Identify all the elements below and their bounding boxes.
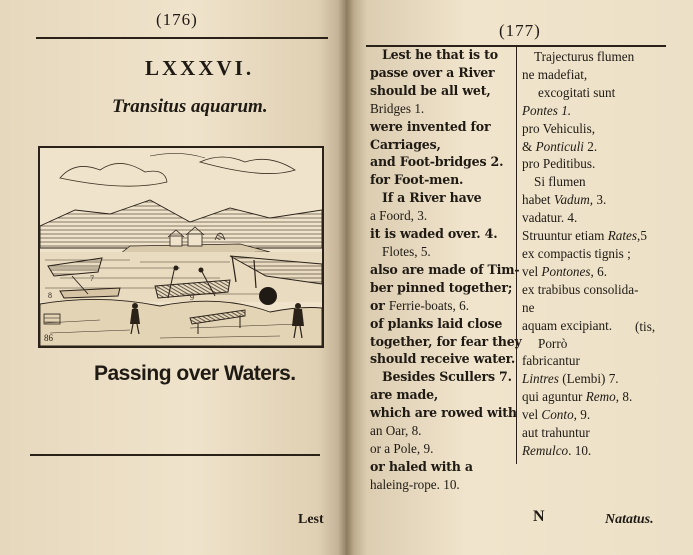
latin-text: , 6. [590,263,607,279]
book-gutter [338,0,354,555]
header-rule [36,37,328,39]
latin-text: Rates [607,228,638,244]
left-catchword: Lest [298,512,324,527]
english-text: for Foot-men. [370,172,464,188]
latin-text: ne madefiat, [522,66,588,82]
english-text: Flotes, 5. [382,243,431,259]
latin-line [522,335,682,353]
english-text: of planks laid close [370,315,503,331]
latin-text: aquam excipiant. [522,317,613,333]
latin-line [522,245,682,263]
latin-line [522,227,682,245]
latin-text: Ponticuli [535,138,584,154]
english-text: or a Pole, 9. [370,440,434,456]
plate-number: 86 [44,333,53,343]
english-line [370,82,512,100]
english-line [370,458,512,476]
latin-text: , 8. [615,389,633,405]
english-line [370,440,512,458]
english-line [370,368,512,386]
english-line [370,386,512,404]
english-line [370,350,516,368]
latin-text: , 3. [589,192,607,208]
english-text: Carriages, [370,136,441,152]
english-text: should be all wet, [370,82,491,98]
right-page-number: (177) [499,21,541,40]
english-line [370,207,512,225]
latin-line [522,352,682,370]
english-text: passe over a River [370,64,495,80]
latin-line [522,263,682,281]
latin-text: . 10. [568,442,592,458]
english-line [370,46,512,64]
latin-overflow-syllable: (tis, [635,319,656,334]
latin-line [522,388,682,406]
latin-text: aut trahuntur [522,425,590,441]
latin-line [522,66,682,84]
latin-line [522,191,682,209]
english-text: or haled with a [370,458,473,474]
english-text: ber pinned together; [370,279,513,295]
latin-text: ex trabibus consolida- [522,281,639,297]
latin-text: (Lembi) 7. [558,371,619,387]
right-page [346,0,693,555]
english-text: Ferrie-boats, 6. [388,297,470,313]
english-line [370,171,512,189]
english-line [370,422,512,440]
english-line [370,404,517,422]
latin-text: ex compactis tignis ; [522,245,631,261]
latin-line [522,317,682,335]
signature-mark: N [533,508,545,525]
column-divider [516,46,517,464]
latin-text: vel [522,263,542,279]
latin-line [522,406,682,424]
english-line [370,100,512,118]
latin-line [522,138,682,156]
english-text: Bridges 1. [370,100,425,116]
latin-line [522,120,682,138]
english-line [370,243,512,261]
english-text: are made, [370,387,439,403]
english-text: together, for fear they [370,333,522,349]
latin-text: Conto [541,407,574,423]
english-line [370,297,512,315]
latin-line [522,281,682,299]
svg-text:7: 7 [90,274,94,283]
latin-text: Trajecturus flumen [534,49,635,64]
latin-text: vel [522,407,542,423]
english-text: Besides Scullers 7. [382,369,512,385]
latin-line [522,102,682,120]
latin-text: Lintres [522,371,559,387]
latin-text: excogitati sunt [538,84,616,100]
latin-text: qui aguntur [522,389,586,405]
english-line [370,261,520,279]
english-line [370,476,512,494]
english-title: Passing over Waters. [94,362,296,385]
latin-text: fabricantur [522,353,580,369]
latin-text: ,5 [637,228,647,244]
right-catchword: Natatus. [605,512,654,527]
latin-text: vadatur. 4. [522,210,578,226]
english-line [370,225,512,243]
latin-line [522,299,682,317]
latin-text: , 9. [573,407,591,423]
left-page [0,0,346,555]
footer-rule [30,454,320,456]
english-text: haleing-rope. 10. [370,476,460,492]
latin-text: Pontones [541,263,591,279]
english-line [370,64,512,82]
english-text: also are made of Tim- [370,261,520,277]
engraving-illustration [38,146,324,348]
english-text: Lest he that is to [382,47,498,62]
latin-text: Porrò [538,335,568,351]
latin-line [522,84,682,102]
english-line [370,279,512,297]
english-text: and Foot-bridges 2. [370,154,504,170]
english-text: which are rowed with [370,405,517,421]
latin-line [522,48,682,66]
latin-text-column [522,48,682,460]
latin-text: Remulco [522,442,569,458]
latin-text: Struuntur etiam [522,228,608,244]
latin-text: ne [522,299,535,315]
latin-line [522,155,682,173]
lesson-number: LXXXVI. [145,56,255,80]
latin-text: Remo [585,389,616,405]
latin-text: habet [522,192,554,208]
svg-text:9: 9 [190,293,194,302]
latin-line [522,424,682,442]
english-line [370,118,512,136]
latin-text: pro Peditibus. [522,156,596,172]
english-line [370,136,512,154]
english-line [370,315,512,333]
latin-text: 2. [583,138,598,154]
english-text: an Oar, 8. [370,423,422,439]
english-line [370,153,512,171]
latin-line [522,442,682,460]
latin-line [522,370,682,388]
left-page-number: (176) [156,10,198,29]
english-text: should receive water. [370,351,516,367]
latin-title: Transitus aquarum. [112,96,268,117]
latin-line [522,209,682,227]
latin-text: & [522,138,536,154]
english-text: a Foord, 3. [370,208,428,224]
latin-text: Pontes 1. [522,102,572,118]
latin-text: Si flumen [534,174,586,190]
english-text-column [370,46,522,494]
latin-text: Vadum [553,192,590,208]
river-crossing-engraving [40,148,322,346]
english-line [370,333,522,351]
latin-line [522,173,682,191]
english-line [370,189,512,207]
english-text: or [370,297,389,313]
english-text: If a River have [382,190,482,206]
english-text: were invented for [370,118,491,134]
svg-text:8: 8 [48,291,52,300]
latin-text: pro Vehiculis, [522,120,596,136]
english-text: it is waded over. 4. [370,226,498,242]
